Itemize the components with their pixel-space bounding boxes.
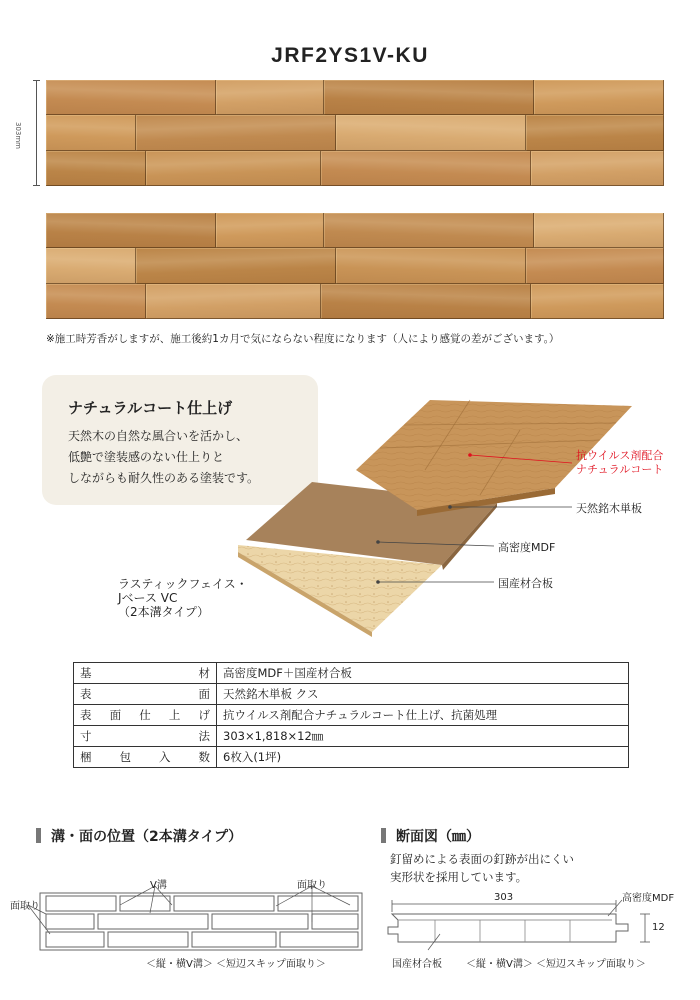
wood-plank xyxy=(136,248,336,283)
section-bar xyxy=(36,828,41,843)
spec-key xyxy=(74,663,217,684)
cross-plywood-label: 国産材合板 xyxy=(392,959,442,970)
spec-key-text: 表 面 xyxy=(80,687,210,701)
coat-dot xyxy=(468,453,472,457)
spec-key-text: 基 材 xyxy=(80,666,210,680)
mdf-dot xyxy=(376,540,380,544)
cross-heading-text: 断面図（㎜） xyxy=(396,829,480,845)
spec-row xyxy=(74,747,629,768)
wood-plank xyxy=(46,213,216,248)
plywood-label: 国産材合板 xyxy=(498,577,553,590)
spec-value: 天然銘木単板 クス xyxy=(217,684,629,705)
wood-plank xyxy=(526,115,664,150)
feature-line: 天然木の自然な風合いを活かし、 xyxy=(68,429,249,443)
wood-plank xyxy=(46,284,146,319)
wood-plank xyxy=(46,151,146,186)
wood-plank xyxy=(146,284,321,319)
fragrance-note: ※施工時芳香がしますが、施工後約1カ月で気にならない程度になります（人により感覚の差がございます。） xyxy=(46,333,560,345)
width-label: 303 xyxy=(494,892,514,903)
wood-plank xyxy=(531,151,664,186)
coat-label xyxy=(576,449,663,477)
feature-line: しながらも耐久性のある塗装です。 xyxy=(68,471,260,485)
floor-swatch-bottom xyxy=(46,213,664,319)
wood-plank xyxy=(46,115,136,150)
product-name-line1: ラスティックフェイス・ xyxy=(118,577,248,591)
spec-row xyxy=(74,684,629,705)
spec-value: 抗ウイルス剤配合ナチュラルコート仕上げ、抗菌処理 xyxy=(217,705,629,726)
spec-key xyxy=(74,705,217,726)
plywood-dot xyxy=(376,580,380,584)
cross-caption: ＜縦・横V溝＞ ＜短辺スキップ面取り＞ xyxy=(466,959,646,970)
wood-plank xyxy=(321,284,531,319)
veneer-label: 天然銘木単板 xyxy=(576,502,642,515)
chamfer-label-left: 面取り xyxy=(10,901,40,912)
coat-label-line1: 抗ウイルス剤配合 xyxy=(576,449,664,462)
spec-key xyxy=(74,726,217,747)
section-bar xyxy=(381,828,386,843)
cross-desc-line1: 釘留めによる表面の釘跡が出にくい xyxy=(390,852,574,866)
wood-plank xyxy=(46,248,136,283)
cross-section-heading xyxy=(381,826,480,846)
wood-plank xyxy=(136,115,336,150)
wood-plank xyxy=(526,248,664,283)
thickness-dimension xyxy=(640,914,650,942)
mdf-label: 高密度MDF xyxy=(498,541,556,554)
wood-plank xyxy=(216,213,324,248)
spec-value: 6枚入(1坪) xyxy=(217,747,629,768)
spec-value: 高密度MDF＋国産材合板 xyxy=(217,663,629,684)
wood-plank xyxy=(336,115,526,150)
wood-plank xyxy=(531,284,664,319)
veneer-dot xyxy=(448,505,452,509)
groove-caption: ＜縦・横V溝＞ ＜短辺スキップ面取り＞ xyxy=(146,959,326,970)
spec-key xyxy=(74,684,217,705)
cross-desc-line2: 実形状を採用しています。 xyxy=(390,870,528,884)
thickness-label: 12 xyxy=(652,922,665,933)
product-name-line3: （2本溝タイプ） xyxy=(118,605,210,619)
product-name-line2: Jベース VC xyxy=(118,591,178,605)
floor-swatch-top xyxy=(46,80,664,186)
dimension-line xyxy=(36,80,37,186)
spec-table xyxy=(73,662,629,768)
cross-mdf-label: 高密度MDF xyxy=(622,893,675,904)
wood-plank xyxy=(216,80,324,115)
product-name xyxy=(118,577,248,619)
groove-heading-text: 溝・面の位置（2本溝タイプ） xyxy=(51,829,243,845)
chamfer-label-right: 面取り xyxy=(297,880,327,891)
v-groove-label: V溝 xyxy=(150,880,167,891)
spec-key-text: 表 面 仕 上 げ xyxy=(80,708,210,722)
spec-key xyxy=(74,747,217,768)
spec-row xyxy=(74,726,629,747)
board-profile xyxy=(388,914,628,942)
coat-label-line2: ナチュラルコート xyxy=(576,463,664,476)
wood-plank xyxy=(324,213,534,248)
spec-value: 303×1,818×12㎜ xyxy=(217,726,629,747)
spec-row xyxy=(74,663,629,684)
feature-title: ナチュラルコート仕上げ xyxy=(68,399,233,417)
wood-plank xyxy=(336,248,526,283)
wood-plank xyxy=(321,151,531,186)
feature-line: 低艶で塗装感のない仕上りと xyxy=(68,450,225,464)
spec-key-text: 寸 法 xyxy=(80,729,210,743)
wood-plank xyxy=(534,213,664,248)
wood-plank xyxy=(324,80,534,115)
wood-plank xyxy=(46,80,216,115)
spec-row xyxy=(74,705,629,726)
product-code-title: JRF2YS1V-KU xyxy=(271,44,429,67)
dimension-label: 303mm xyxy=(14,122,22,149)
spec-key-text: 梱 包 入 数 xyxy=(80,750,210,764)
wood-plank xyxy=(146,151,321,186)
groove-section-heading xyxy=(36,826,242,846)
wood-plank xyxy=(534,80,664,115)
